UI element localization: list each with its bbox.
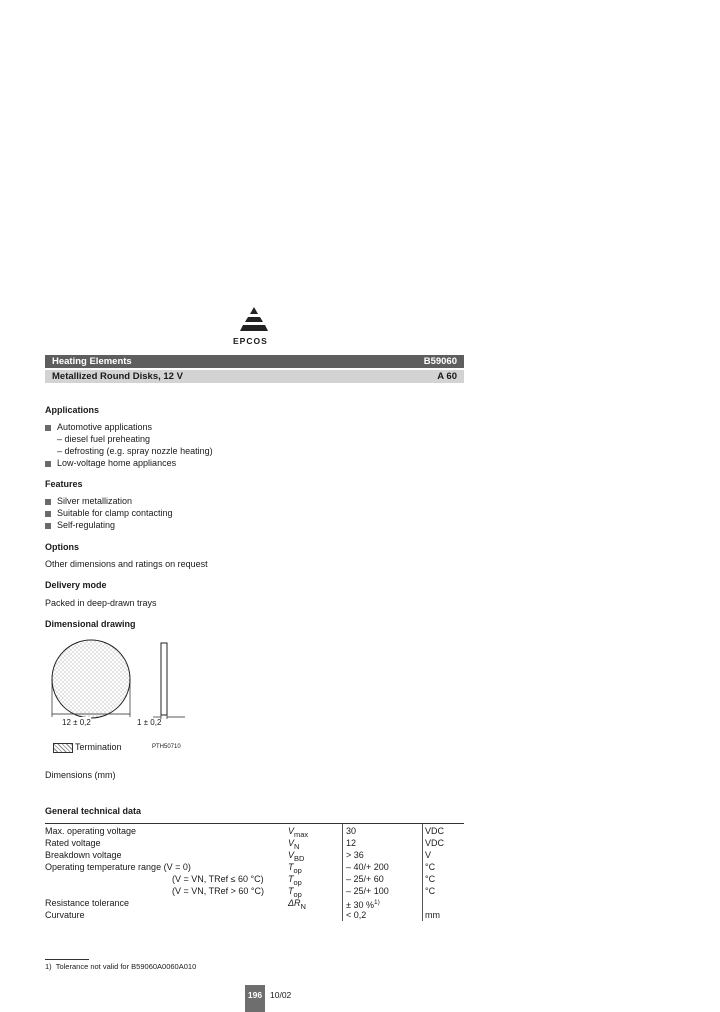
options-text: Other dimensions and ratings on request bbox=[45, 559, 208, 569]
row-symbol: V bbox=[288, 838, 295, 848]
page-number-box bbox=[245, 985, 265, 1012]
list-item: Silver metallization bbox=[57, 496, 133, 506]
brand-name: EPCOS bbox=[233, 336, 268, 346]
row-symbol: T bbox=[288, 862, 294, 872]
table-row bbox=[45, 897, 464, 909]
footnote-ref: 1) bbox=[373, 899, 380, 906]
row-symbol-sub: N bbox=[300, 901, 306, 911]
product-title: Metallized Round Disks, 12 V bbox=[52, 371, 183, 382]
thickness-label: 1 ± 0,2 bbox=[137, 718, 162, 727]
features-heading: Features bbox=[45, 479, 83, 489]
row-label: Breakdown voltage bbox=[45, 850, 122, 860]
row-symbol: V bbox=[288, 826, 295, 836]
row-value: 30 bbox=[346, 826, 357, 836]
row-symbol-sub: op bbox=[293, 865, 302, 875]
diameter-label: 12 ± 0,2 bbox=[62, 718, 91, 727]
footnote bbox=[45, 961, 196, 973]
applications-heading: Applications bbox=[45, 405, 100, 415]
list-item: Suitable for clamp contacting bbox=[57, 508, 173, 518]
series-label: A 60 bbox=[437, 371, 457, 382]
bullet-icon bbox=[45, 511, 51, 517]
row-label: Curvature bbox=[45, 910, 85, 920]
row-symbol-sub: N bbox=[294, 841, 300, 851]
row-symbol-sub: op bbox=[293, 877, 302, 887]
dimensional-drawing bbox=[40, 635, 200, 720]
dimensions-note: Dimensions (mm) bbox=[45, 770, 116, 780]
part-number: B59060 bbox=[423, 356, 457, 367]
drawing-heading: Dimensional drawing bbox=[45, 619, 136, 629]
product-bar bbox=[45, 370, 464, 383]
row-unit: °C bbox=[425, 862, 436, 872]
bullet-icon bbox=[45, 461, 51, 467]
row-label: (V = VN, TRef ≤ 60 °C) bbox=[172, 874, 264, 884]
list-item: – defrosting (e.g. spray nozzle heating) bbox=[57, 446, 213, 456]
table-row bbox=[45, 909, 464, 921]
list-item: – diesel fuel preheating bbox=[57, 434, 151, 444]
row-value: – 25/+ 60 bbox=[346, 874, 384, 884]
row-value: – 25/+ 100 bbox=[346, 886, 389, 896]
disk-top-view bbox=[52, 640, 130, 718]
footnote-marker: 1) bbox=[45, 962, 52, 971]
row-label: Rated voltage bbox=[45, 838, 101, 848]
row-value: < 0,2 bbox=[346, 910, 367, 920]
table-row bbox=[45, 837, 464, 849]
row-value: – 40/+ 200 bbox=[346, 862, 389, 872]
row-symbol-sub: op bbox=[293, 889, 302, 899]
row-label: Max. operating voltage bbox=[45, 826, 137, 836]
legend-label: Termination bbox=[75, 742, 122, 752]
category-bar bbox=[45, 355, 464, 368]
revision-date: 10/02 bbox=[270, 990, 292, 1000]
table-top-rule bbox=[45, 823, 464, 824]
list-item: Self-regulating bbox=[57, 520, 116, 530]
delivery-heading: Delivery mode bbox=[45, 580, 107, 590]
row-symbol-sub: BD bbox=[294, 853, 305, 863]
footnote-rule bbox=[45, 959, 89, 960]
disk-side-view bbox=[161, 643, 167, 715]
row-symbol: T bbox=[288, 874, 294, 884]
row-label: Operating temperature range (V = 0) bbox=[45, 862, 191, 872]
options-heading: Options bbox=[45, 542, 79, 552]
category-title: Heating Elements bbox=[52, 356, 132, 367]
tech-heading: General technical data bbox=[45, 806, 142, 816]
table-row bbox=[45, 825, 464, 837]
row-symbol: T bbox=[288, 886, 294, 896]
row-unit: °C bbox=[425, 886, 436, 896]
row-value: 12 bbox=[346, 838, 357, 848]
row-symbol: V bbox=[288, 850, 295, 860]
row-value: ± 30 % bbox=[346, 900, 374, 910]
row-unit: mm bbox=[425, 910, 440, 920]
row-unit: VDC bbox=[425, 826, 445, 836]
bullet-icon bbox=[45, 499, 51, 505]
table-row bbox=[45, 873, 464, 885]
table-row bbox=[45, 849, 464, 861]
bullet-icon bbox=[45, 523, 51, 529]
epcos-logo-icon bbox=[236, 305, 272, 335]
list-item: Automotive applications bbox=[57, 422, 153, 432]
table-row bbox=[45, 861, 464, 873]
delivery-text: Packed in deep-drawn trays bbox=[45, 598, 157, 608]
bullet-icon bbox=[45, 425, 51, 431]
row-unit: °C bbox=[425, 874, 436, 884]
row-symbol: ΔR bbox=[288, 898, 301, 908]
row-label: (V = VN, TRef > 60 °C) bbox=[172, 886, 264, 896]
page-number: 196 bbox=[247, 990, 263, 1000]
row-unit: VDC bbox=[425, 838, 445, 848]
list-item: Low-voltage home appliances bbox=[57, 458, 177, 468]
row-symbol-sub: max bbox=[294, 829, 309, 839]
row-unit: V bbox=[425, 850, 432, 860]
table-row bbox=[45, 885, 464, 897]
footnote-text: Tolerance not valid for B59060A0060A010 bbox=[55, 962, 197, 971]
row-value: > 36 bbox=[346, 850, 364, 860]
row-label: Resistance tolerance bbox=[45, 898, 130, 908]
termination-swatch-icon bbox=[53, 743, 73, 753]
drawing-code: PTH50710 bbox=[152, 744, 181, 750]
